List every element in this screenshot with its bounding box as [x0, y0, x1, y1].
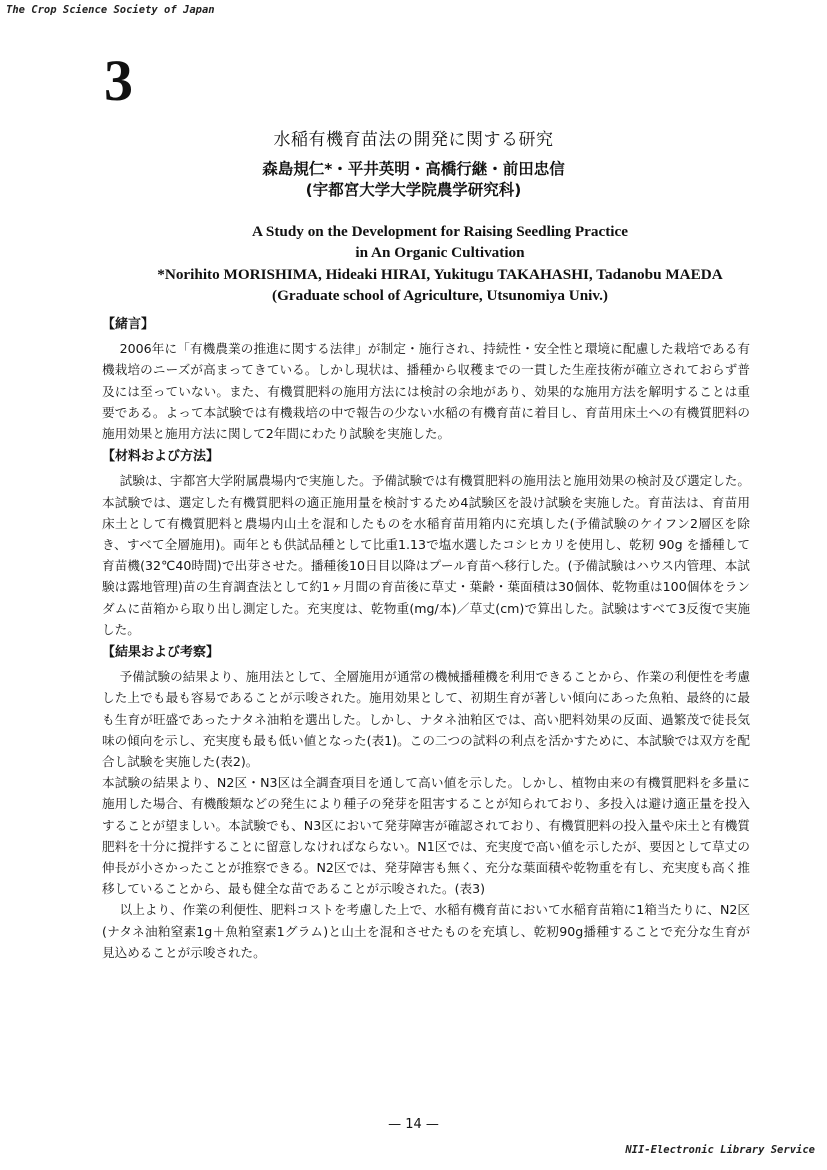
affiliation-english: (Graduate school of Agriculture, Utsunomiya Univ.) [272, 286, 608, 304]
methods-heading: 【材料および方法】 [102, 449, 220, 465]
title-english-line2: in An Organic Cultivation [355, 244, 525, 262]
authors-japanese: 森島規仁*・平井英明・高橋行継・前田忠信 [262, 160, 565, 178]
page-number: — 14 — [388, 1117, 439, 1132]
paper-number: 3 [104, 48, 133, 113]
affiliation-japanese: (宇都宮大学大学院農学研究科) [305, 181, 522, 199]
authors-english: *Norihito MORISHIMA, Hideaki HIRAI, Yukitugu TAKAHASHI, Tadanobu MAEDA [157, 265, 723, 283]
results-paragraph-3: 以上より、作業の利便性、肥料コストを考慮した上で、水稲有機育苗において水稲育苗箱に1箱当たりに、N2区(ナタネ油粕窒素1g＋魚粕窒素1グラム)と山土を混和させたものを充填し、乾籾90g播種することで充分な生育が見込めることが示唆された。 [102, 902, 750, 960]
society-header: The Crop Science Society of Japan [6, 4, 215, 16]
title-japanese: 水稲有機育苗法の開発に関する研究 [273, 130, 554, 150]
results-heading: 【結果および考察】 [102, 645, 220, 661]
nii-footer: NII-Electronic Library Service [625, 1144, 815, 1156]
methods-paragraph: 試験は、宇都宮大学附属農場内で実施した。予備試験では有機質肥料の施用法と施用効果の検討及び選定した。本試験では、選定した有機質肥料の適正施用量を検討するため4試験区を設け試験を実施した。育苗法は、育苗用床土として有機質肥料と農場内山土を混和したものを水稲育苗用箱内に充填した(予備試験のケイフン2層区を除き、すべて全層施用)。両年とも供試品種として比重1.13で塩水選したコシヒカリを使用し、乾籾 90g を播種して育苗機(32℃40時間)で出芽させた。播種後10日目以降はプール育苗へ移行した。(予備試験はハウス内管理、本試験は露地管理)苗の生育調査法として約1ヶ月間の育苗後に草丈・葉齢・葉面積は30個体、乾物重は100個体をランダムに苗箱から取り出し測定した。充実度は、乾物重(mg/本)／草丈(cm)で算出した。試験はすべて3反復で実施した。 [102, 473, 750, 637]
intro-paragraph: 2006年に「有機農業の推進に関する法律」が制定・施行され、持続性・安全性と環境に配慮した栽培である有機栽培のニーズが高まってきている。しかし現状は、播種から収穫までの一貫した生産技術が確立されておらず普及には至っていない。また、有機質肥料の施用方法には検討の余地があり、効果的な施用方法を解明することは重要である。よって本試験では有機栽培の中で報告の少ない水稲の有機育苗に着目し、育苗用床土への有機質肥料の施用効果と施用方法に関して2年間にわたり試験を実施した。 [102, 341, 751, 442]
english-title-block [60, 221, 820, 306]
results-paragraph-1: 予備試験の結果より、施用法として、全層施用が通常の機械播種機を利用できることから、作業の利便性を考慮した上でも最も容易であることが示唆された。施用効果として、初期生育が著しい傾向にあった魚粕、最終的に最も生育が旺盛であったナタネ油粕を選出した。しかし、ナタネ油粕区では、高い肥料効果の反面、過繁茂で徒長気味の傾向を示し、充実度も最も低い値となった(表1)。この二つの試料の利点を活かすために、本試験では双方を配合し試験を実施した(表2)。 [102, 669, 750, 770]
results-paragraph-2: 本試験の結果より、N2区・N3区は全調査項目を通して高い値を示した。しかし、植物由来の有機質肥料を多量に施用した場合、有機酸類などの発生により種子の発芽を阻害することが知られており、多投入は避け適正量を投入することが望ましい。本試験でも、N3区において発芽障害が確認されており、有機質肥料の投入量や床土と有機質肥料を十分に撹拌することに留意しなければならない。N1区では、充実度で高い値を示したが、要因として草丈の伸長が小さかったことが推察できる。N2区では、発芽障害も無く、充分な葉面積や乾物重を有し、充実度も高く推移していることから、最も健全な苗であることが示唆された。(表3) [102, 775, 751, 897]
paper-body [102, 312, 750, 963]
title-english-line1: A Study on the Development for Raising Seedling Practice [251, 223, 629, 240]
intro-heading: 【緒言】 [102, 317, 155, 332]
